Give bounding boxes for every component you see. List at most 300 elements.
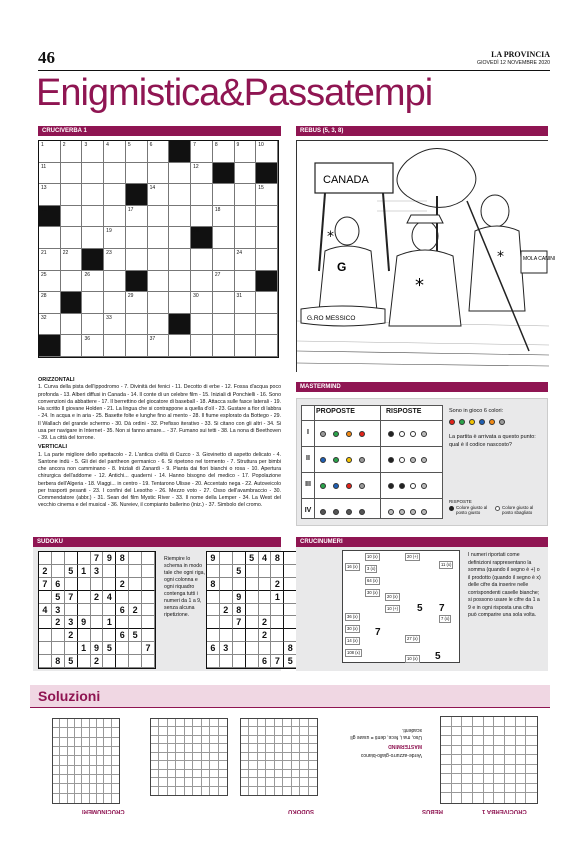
sudoku-cell[interactable] [129, 578, 142, 591]
solution-mastermind: Verde-azzurro-giallo-bianco [360, 752, 422, 758]
mastermind-question: La partita è arrivata a questo punto: qual è il codice nascosto? [449, 434, 536, 448]
sudoku-cell[interactable]: 2 [65, 629, 78, 642]
palette-peg [469, 419, 475, 425]
response-peg [399, 509, 405, 515]
crossword-cell-number: 28 [41, 293, 47, 300]
proposal-peg [320, 483, 326, 489]
sudoku-cell[interactable] [142, 629, 155, 642]
sudoku-cell[interactable]: 6 [116, 604, 129, 617]
crossword-cell[interactable] [148, 292, 170, 314]
sudoku-cell[interactable] [78, 629, 91, 642]
crossword-cell[interactable] [148, 314, 170, 336]
crucinumeri-header: CRUCINUMERI [296, 537, 548, 547]
crossword-cell[interactable] [148, 227, 170, 249]
sudoku-cell[interactable] [129, 591, 142, 604]
sudoku-cell[interactable] [65, 604, 78, 617]
sudoku-cell[interactable]: 3 [65, 616, 78, 629]
crossword-cell[interactable] [169, 292, 191, 314]
crossword-cell[interactable] [213, 335, 235, 357]
crossword-cell-number: 15 [258, 185, 264, 192]
sudoku-cell[interactable] [246, 591, 259, 604]
sudoku-cell[interactable]: 6 [259, 655, 272, 668]
crossword-cell[interactable] [148, 184, 170, 206]
sudoku-cell[interactable] [103, 565, 116, 578]
crossword-cell[interactable] [82, 206, 104, 228]
sudoku-cell[interactable]: 5 [52, 591, 65, 604]
crossword-cell[interactable] [61, 184, 83, 206]
crossword-cell[interactable] [82, 271, 104, 293]
sudoku-cell[interactable] [259, 591, 272, 604]
sudoku-cell[interactable] [271, 629, 284, 642]
sudoku-cell[interactable] [207, 565, 220, 578]
sudoku-cell[interactable]: 2 [220, 604, 233, 617]
crossword-cell[interactable] [104, 249, 126, 271]
sudoku-cell[interactable] [246, 616, 259, 629]
sudoku-cell[interactable]: 5 [284, 655, 297, 668]
crossword-cell[interactable] [235, 163, 257, 185]
sudoku-cell[interactable] [207, 629, 220, 642]
crossword-cell [169, 314, 191, 336]
crossword-cell-number: 7 [193, 142, 196, 148]
crossword-cell[interactable] [104, 206, 126, 228]
crossword-cell[interactable] [126, 314, 148, 336]
crossword-cell[interactable] [82, 335, 104, 357]
sudoku-cell[interactable] [129, 552, 142, 565]
crossword-cell[interactable] [126, 292, 148, 314]
crossword-cell[interactable] [82, 292, 104, 314]
sudoku-cell[interactable] [207, 655, 220, 668]
sudoku-cell[interactable]: 9 [78, 616, 91, 629]
palette-peg [499, 419, 505, 425]
sudoku-cell[interactable] [116, 616, 129, 629]
sudoku-cell[interactable] [233, 629, 246, 642]
sudoku-cell[interactable] [220, 616, 233, 629]
sudoku-cell[interactable]: 3 [52, 604, 65, 617]
crossword-cell[interactable] [148, 249, 170, 271]
sudoku-cell[interactable] [103, 578, 116, 591]
rebus-header: REBUS (5, 3, 8) [296, 126, 548, 136]
sudoku-cell[interactable]: 8 [52, 655, 65, 668]
sudoku-cell[interactable] [103, 629, 116, 642]
crossword-cell-number: 11 [41, 163, 47, 170]
crossword-cell[interactable] [256, 292, 278, 314]
crossword-cell[interactable] [213, 141, 235, 163]
crossword-cell[interactable] [169, 271, 191, 293]
sudoku-cell[interactable]: 5 [233, 565, 246, 578]
crossword-cell[interactable] [256, 184, 278, 206]
sudoku-cell[interactable] [259, 642, 272, 655]
crucinumeri-clue: 36 (x) [347, 614, 358, 619]
sudoku-cell[interactable] [246, 642, 259, 655]
crossword-cell[interactable] [126, 249, 148, 271]
sudoku-cell[interactable] [39, 591, 52, 604]
sudoku-cell[interactable]: 2 [52, 616, 65, 629]
crossword-cell[interactable] [39, 271, 61, 293]
sudoku-cell[interactable]: 2 [259, 616, 272, 629]
sudoku-cell[interactable]: 1 [78, 642, 91, 655]
sudoku-cell[interactable] [65, 578, 78, 591]
sudoku-cell[interactable]: 4 [259, 552, 272, 565]
sudoku-cell[interactable] [91, 604, 104, 617]
sudoku-cell[interactable] [116, 655, 129, 668]
proposal-peg [333, 431, 339, 437]
crossword-cell[interactable] [213, 227, 235, 249]
sudoku-cell[interactable]: 9 [207, 552, 220, 565]
publication-date: GIOVEDÌ 12 NOVEMBRE 2020 [477, 60, 550, 66]
sudoku-cell[interactable]: 1 [103, 616, 116, 629]
rebus-letter: G [337, 260, 347, 274]
sudoku-cell[interactable]: 7 [91, 552, 104, 565]
sudoku-cell[interactable] [39, 629, 52, 642]
crossword-cell[interactable] [39, 227, 61, 249]
crossword-cell[interactable] [169, 184, 191, 206]
crossword-cell [82, 249, 104, 271]
sudoku-cell[interactable] [78, 604, 91, 617]
crucinumeri-clue: 108 (x) [347, 650, 361, 655]
sudoku-cell[interactable]: 5 [129, 629, 142, 642]
crossword-cell[interactable] [61, 227, 83, 249]
crossword-cell[interactable] [104, 163, 126, 185]
sudoku-cell[interactable]: 7 [271, 655, 284, 668]
crossword-cell-number: 34 [171, 314, 177, 321]
sudoku-cell[interactable] [65, 642, 78, 655]
crossword-cell[interactable] [148, 206, 170, 228]
sudoku-cell[interactable]: 2 [271, 578, 284, 591]
sudoku-cell[interactable]: 5 [103, 642, 116, 655]
crossword-cell[interactable] [169, 335, 191, 357]
sudoku-cell[interactable] [142, 578, 155, 591]
sudoku-cell[interactable] [233, 642, 246, 655]
crossword-cell[interactable] [104, 335, 126, 357]
sudoku-cell[interactable] [142, 616, 155, 629]
rebus-sign2: MOLA CANINI [523, 256, 556, 262]
crossword-cell[interactable] [126, 163, 148, 185]
mastermind-row [302, 446, 442, 472]
crossword-cell[interactable] [169, 249, 191, 271]
sudoku-cell[interactable] [142, 604, 155, 617]
crossword-cell-number: 21 [41, 250, 47, 256]
sudoku-cell[interactable] [233, 552, 246, 565]
sudoku-cell[interactable] [271, 604, 284, 617]
solutions-area [30, 712, 550, 832]
sudoku-instructions: Riempire lo schema in modo tale che ogni riga, ogni colonna e ogni riquadro contenga tutti i numeri da 1 a 9, senza alcuna ripetizione. [164, 556, 205, 618]
crossword-cell[interactable] [191, 184, 213, 206]
crossword-cell[interactable] [235, 249, 257, 271]
sudoku-cell[interactable] [233, 655, 246, 668]
proposal-peg [359, 509, 365, 515]
sudoku-cell[interactable]: 7 [65, 591, 78, 604]
sudoku-cell[interactable]: 6 [116, 629, 129, 642]
sudoku-cell[interactable]: 9 [91, 642, 104, 655]
crossword-cell[interactable] [39, 249, 61, 271]
crossword-cell[interactable] [82, 227, 104, 249]
sudoku-cell[interactable] [271, 642, 284, 655]
crucinumeri-clue: 7 (x) [441, 616, 450, 621]
crossword-cell[interactable] [61, 141, 83, 163]
sudoku-cell[interactable] [129, 565, 142, 578]
crossword-cell[interactable] [126, 206, 148, 228]
sudoku-cell[interactable] [233, 578, 246, 591]
crucinumeri-grid[interactable] [342, 550, 460, 663]
sudoku-cell[interactable]: 5 [65, 565, 78, 578]
sudoku-cell[interactable]: 3 [91, 565, 104, 578]
crossword-cell[interactable] [104, 227, 126, 249]
sudoku-cell[interactable]: 1 [78, 565, 91, 578]
sudoku-cell[interactable] [116, 642, 129, 655]
crossword-cell[interactable] [213, 249, 235, 271]
crossword-cell[interactable] [256, 227, 278, 249]
crossword-cell[interactable] [82, 141, 104, 163]
sudoku-cell[interactable] [39, 655, 52, 668]
crossword-cell[interactable] [104, 141, 126, 163]
sudoku-cell[interactable] [52, 629, 65, 642]
crossword-cell[interactable] [213, 292, 235, 314]
sudoku-cell[interactable] [246, 629, 259, 642]
sudoku-cell[interactable] [220, 565, 233, 578]
sudoku-cell[interactable]: 5 [246, 552, 259, 565]
crossword-cell[interactable] [104, 292, 126, 314]
crossword-cell[interactable] [235, 184, 257, 206]
sudoku-cell[interactable]: 7 [233, 616, 246, 629]
solutions-band [30, 685, 550, 707]
crossword-cell[interactable] [126, 335, 148, 357]
crossword-cell-number: 37 [149, 336, 156, 343]
sudoku-cell[interactable] [129, 642, 142, 655]
crucinumeri-instructions: I numeri riportati come definizioni rappresentano la somma (quando il segno è +) o il prodotto (quando il segno è x) delle cifre da inserire nelle corrispondenti caselle bianche; si possono usare le cifre da 1 a 9 e in ogni risposta una cifra può comparire una sola volta. [468, 552, 541, 618]
crossword-cell[interactable] [213, 314, 235, 336]
sudoku-cell[interactable]: 2 [91, 655, 104, 668]
sudoku-cell[interactable]: 7 [39, 578, 52, 591]
sudoku-cell[interactable] [78, 655, 91, 668]
sudoku-cell[interactable] [129, 616, 142, 629]
sudoku-cell[interactable]: 8 [233, 604, 246, 617]
crossword-cell[interactable] [235, 227, 257, 249]
crossword-cell[interactable] [256, 141, 278, 163]
crossword-cell[interactable] [148, 335, 170, 357]
crossword-cell[interactable] [191, 141, 213, 163]
crossword-cell[interactable] [126, 141, 148, 163]
response-peg [388, 457, 394, 463]
crossword-cell-number: 8 [214, 142, 218, 148]
sudoku-cell[interactable] [116, 565, 129, 578]
crossword-cell-number: 5 [127, 142, 131, 148]
sudoku-cell[interactable] [103, 604, 116, 617]
sudoku-cell[interactable]: 8 [116, 552, 129, 565]
sudoku-cell[interactable] [246, 655, 259, 668]
crossword-cell-number: 36 [84, 336, 91, 343]
sudoku-cell[interactable]: 6 [207, 642, 220, 655]
sudoku-cell[interactable] [207, 604, 220, 617]
crucinumeri-clue: 16 (x) [347, 564, 358, 569]
response-peg [410, 431, 416, 437]
sudoku-cell[interactable] [52, 552, 65, 565]
sudoku-cell[interactable] [246, 565, 259, 578]
sudoku-cell[interactable] [78, 578, 91, 591]
sudoku-cell[interactable] [65, 552, 78, 565]
sudoku-cell[interactable]: 8 [271, 552, 284, 565]
sudoku-cell[interactable] [246, 578, 259, 591]
crossword-cell[interactable] [235, 314, 257, 336]
crossword-cell[interactable] [104, 271, 126, 293]
crossword-cell[interactable] [213, 184, 235, 206]
sudoku-cell[interactable]: 2 [116, 578, 129, 591]
sudoku-cell[interactable] [259, 604, 272, 617]
crossword-cell[interactable] [82, 314, 104, 336]
sudoku-cell[interactable] [39, 642, 52, 655]
sudoku-cell[interactable] [142, 552, 155, 565]
sudoku-cell[interactable] [271, 565, 284, 578]
crossword-cell[interactable] [213, 271, 235, 293]
sudoku-cell[interactable]: 3 [220, 642, 233, 655]
solutions-title: Soluzioni [38, 688, 101, 704]
sudoku-cell[interactable]: 2 [259, 629, 272, 642]
sudoku-cell[interactable] [220, 591, 233, 604]
crossword-cell[interactable] [235, 335, 257, 357]
sudoku-cell[interactable] [52, 565, 65, 578]
sudoku-cell[interactable] [39, 616, 52, 629]
crossword-cell[interactable] [39, 163, 61, 185]
crossword-clues [38, 377, 281, 510]
response-peg [388, 509, 394, 515]
sudoku-cell[interactable] [91, 616, 104, 629]
crossword-cell[interactable] [61, 163, 83, 185]
mastermind-header: MASTERMIND [296, 382, 548, 392]
sudoku-cell[interactable] [207, 591, 220, 604]
sudoku-cell[interactable]: 2 [39, 565, 52, 578]
crossword-cell[interactable] [256, 335, 278, 357]
sudoku-cell[interactable] [142, 591, 155, 604]
sudoku-cell[interactable]: 4 [103, 591, 116, 604]
proposal-peg [359, 431, 365, 437]
mastermind-row [302, 420, 442, 446]
sudoku-cell[interactable]: 8 [284, 642, 297, 655]
crossword-cell[interactable] [256, 314, 278, 336]
sudoku-cell[interactable] [271, 616, 284, 629]
crossword-cell[interactable] [213, 206, 235, 228]
crossword-cell[interactable] [39, 184, 61, 206]
sudoku-cell[interactable]: 6 [52, 578, 65, 591]
sudoku-cell[interactable] [220, 629, 233, 642]
proposal-peg [359, 483, 365, 489]
crossword-cell[interactable] [148, 141, 170, 163]
mastermind-legend [449, 499, 545, 516]
sudoku-cell[interactable] [39, 552, 52, 565]
sudoku-cell[interactable] [142, 565, 155, 578]
crossword-cell[interactable] [235, 141, 257, 163]
sudoku-cell[interactable]: 2 [91, 591, 104, 604]
crossword-cell[interactable] [82, 184, 104, 206]
sudoku-cell[interactable] [103, 655, 116, 668]
sudoku-cell[interactable] [129, 655, 142, 668]
sudoku-cell[interactable]: 8 [207, 578, 220, 591]
crossword-cell[interactable] [82, 163, 104, 185]
crossword-cell[interactable] [191, 163, 213, 185]
crossword-grid[interactable] [38, 140, 279, 358]
sudoku-cell[interactable] [142, 655, 155, 668]
crossword-cell[interactable] [61, 271, 83, 293]
crossword-cell[interactable] [191, 249, 213, 271]
solution-sudoku-2 [240, 718, 318, 796]
sudoku-cell[interactable] [220, 552, 233, 565]
crossword-cell[interactable] [256, 206, 278, 228]
crossword-cell[interactable] [61, 314, 83, 336]
crossword-cell[interactable] [191, 314, 213, 336]
crossword-cell[interactable] [169, 227, 191, 249]
sudoku-cell[interactable]: 9 [233, 591, 246, 604]
crossword-cell [256, 163, 278, 185]
sudoku-cell[interactable] [220, 578, 233, 591]
crossword-cell[interactable] [148, 163, 170, 185]
sudoku-cell[interactable] [207, 616, 220, 629]
crossword-cell[interactable] [39, 314, 61, 336]
crossword-cell[interactable] [61, 335, 83, 357]
down-clues: 1. La parte migliore dello spettacolo - 2. L'antica civiltà di Cuzco - 3. Giovinetto di aspetto delicato - 4. Santone indù - 5. Gli dei del pantheon germanico - 6. Si ripetono nel tormento - 7. Struttura per bimbi che ancora non camminano - 8. Iniziali di Zanardi - 9. Pianta dai fiori bianchi o rosa - 10. Apertura chirurgica dell'addome - 12. Antichi... quaderni - 14. Hanno bisogno del medico - 17. Popolazione berbera dell'Algeria - 18. Viaggi... in centro - 19. Tentarono Ulisse - 20. Accentato nega - 22. Autoveicolo per trasporti pesanti - 23. I confini del Lesotho - 26. Mezzo voto - 27. Osso dell'avambraccio - 30. Commendatore (abbr.) - 31. Sean del film Mystic River - 33. Il nome della Lemper - 34. La West del vecchio cinema e del musical - 36. Nureiev, il compianto ballerino (iniz.) - 37. Simbolo del cromo. [38, 451, 281, 509]
crucinumeri-clue: 64 (x) [367, 578, 378, 583]
crucinumeri-given: 5 [417, 603, 423, 614]
crossword-cell[interactable] [148, 271, 170, 293]
sudoku-cell[interactable]: 1 [271, 591, 284, 604]
sudoku-cell[interactable]: 7 [142, 642, 155, 655]
crossword-cell[interactable] [169, 206, 191, 228]
sudoku-cell[interactable]: 4 [39, 604, 52, 617]
crossword-cell[interactable] [169, 163, 191, 185]
rebus-drawing [297, 141, 556, 373]
sudoku-cell[interactable] [78, 552, 91, 565]
rebus-illustration [296, 140, 556, 372]
sudoku-cell[interactable] [52, 642, 65, 655]
sudoku-cell[interactable] [116, 591, 129, 604]
crossword-cell[interactable] [61, 249, 83, 271]
sudoku-cell[interactable] [91, 629, 104, 642]
crossword-cell[interactable] [104, 314, 126, 336]
crucinumeri-clue: 10 (+) [387, 606, 399, 611]
sudoku-grid-1[interactable] [38, 551, 156, 669]
sudoku-cell[interactable]: 5 [65, 655, 78, 668]
crossword-cell[interactable] [191, 335, 213, 357]
crossword-cell[interactable] [104, 184, 126, 206]
response-peg [399, 457, 405, 463]
crossword-cell[interactable] [191, 271, 213, 293]
sudoku-cell[interactable] [246, 604, 259, 617]
crossword-cell[interactable] [235, 206, 257, 228]
solution-rebus-text [336, 726, 422, 758]
crossword-cell[interactable] [191, 206, 213, 228]
rebus-sign-text: CANADA [323, 174, 369, 186]
crossword-cell[interactable] [39, 141, 61, 163]
crossword-cell[interactable] [235, 271, 257, 293]
crossword-cell-number: 13 [41, 185, 47, 192]
sudoku-cell[interactable] [259, 578, 272, 591]
response-peg [399, 483, 405, 489]
sudoku-cell[interactable] [78, 591, 91, 604]
sudoku-cell[interactable] [91, 578, 104, 591]
sudoku-cell[interactable]: 2 [129, 604, 142, 617]
mastermind-row-label: I [307, 429, 309, 436]
response-peg [410, 483, 416, 489]
crossword-cell[interactable] [235, 292, 257, 314]
palette-peg [479, 419, 485, 425]
sudoku-cell[interactable]: 9 [103, 552, 116, 565]
crossword-cell[interactable] [191, 292, 213, 314]
crossword-cell-number: 9 [236, 142, 240, 148]
crossword-cell[interactable] [39, 292, 61, 314]
crossword-cell[interactable] [256, 249, 278, 271]
sudoku-cell[interactable] [259, 565, 272, 578]
crossword-cell[interactable] [61, 206, 83, 228]
crossword-cell[interactable] [126, 227, 148, 249]
palette-peg [459, 419, 465, 425]
sudoku-cell[interactable] [220, 655, 233, 668]
